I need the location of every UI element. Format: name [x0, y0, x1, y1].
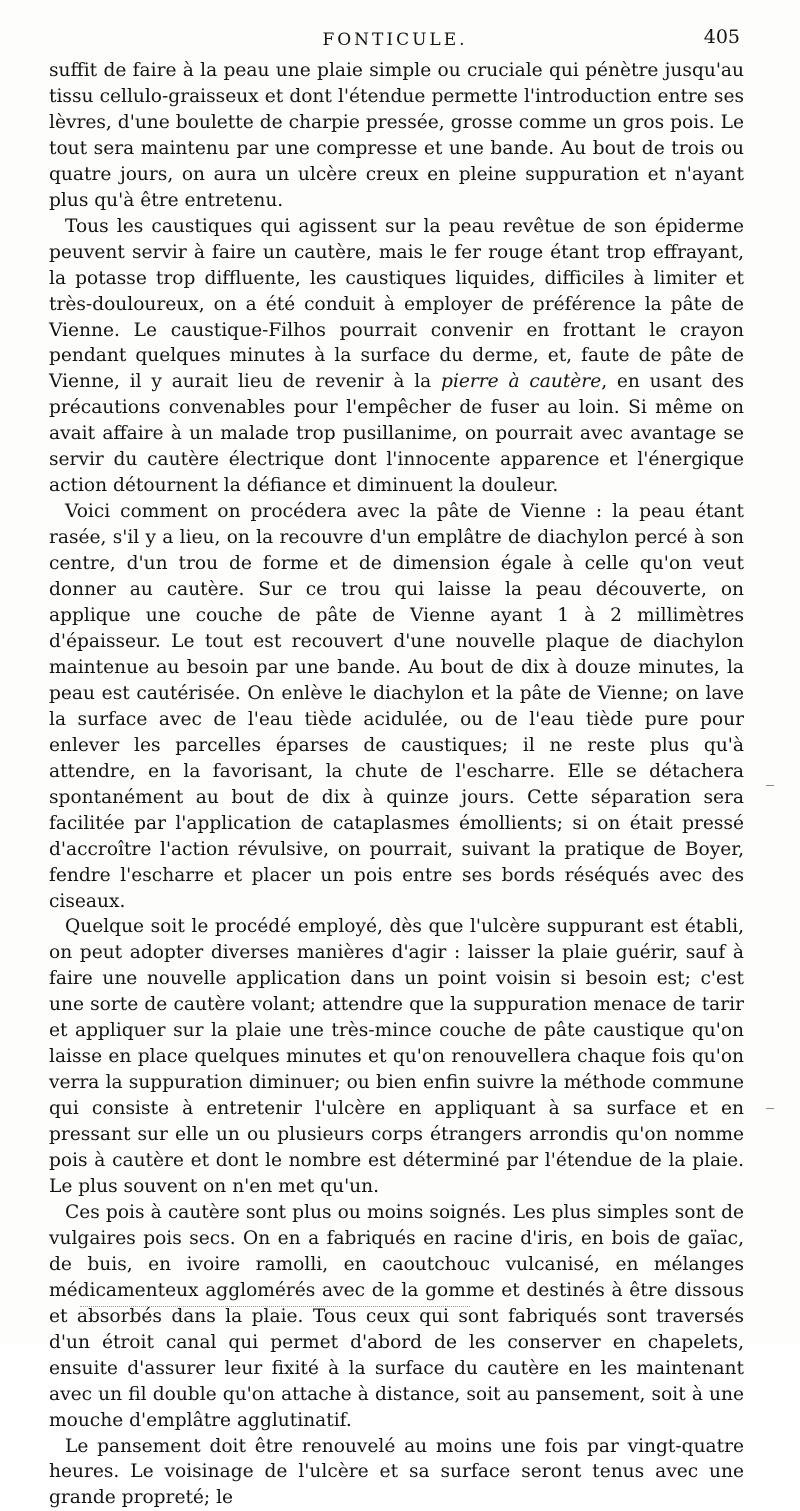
margin-mark [766, 1108, 774, 1109]
footer-rule [80, 1306, 470, 1307]
paragraph-text: Le pansement doit être renouvelé au moins une fois par vingt-quatre heures. Le voisinage de l'ulcère et sa surface seront tenus avec une grande propreté; le [49, 1435, 744, 1509]
paragraph-4 [49, 914, 744, 1199]
paragraph-text: Tous les caustiques qui agissent sur la peau revêtue de son épiderme peuvent servir à faire un cautère, mais le fer rouge étant trop effrayant, la potasse trop diffluente, les caustiques liquides, difficiles à limiter et très-douloureux, on a été conduit à employer de préférence la pâte de Vienne. Le caustique-Filhos pourrait convenir en frottant le crayon pendant quelques minutes à la surface du derme, et, faute de pâte de Vienne, il y aurait lieu de revenir à la [49, 215, 744, 393]
page-number: 405 [703, 26, 740, 48]
paragraph-2 [49, 214, 744, 499]
paragraph-6 [49, 1434, 744, 1511]
paragraph-text-continued: , en usant des précautions convenables pour l'empêcher de fuser au loin. Si même on avait affaire à un malade trop pusillanime, on pourrait avec avantage se servir du cautère électrique dont l'innocente apparence et l'énergique action détournent la défiance et diminuent la douleur. [49, 371, 744, 497]
page-body [49, 58, 744, 1511]
paragraph-5 [49, 1200, 744, 1434]
paragraph-3 [49, 499, 744, 914]
page-header [50, 26, 740, 56]
paragraph-text: suffit de faire à la peau une plaie simple ou cruciale qui pénètre jusqu'au tissu cellulo-graisseux et dont l'étendue permette l'introduction entre ses lèvres, d'une boulette de charpie pressée, grosse comme un gros pois. Le tout sera maintenu par une compresse et une bande. Au bout de trois ou quatre jours, on aura un ulcère creux en pleine suppuration et n'ayant plus qu'à être entretenu. [49, 60, 744, 211]
paragraph-text: Quelque soit le procédé employé, dès que l'ulcère suppurant est établi, on peut adopter diverses manières d'agir : laisser la plaie guérir, sauf à faire une nouvelle application dans un point voisin si besoin est; c'est une sorte de cautère volant; attendre que la suppuration menace de tarir et appliquer sur la plaie une très-mince couche de pâte caustique qu'on laisse en place quelques minutes et qu'on renouvellera chaque fois qu'on verra la suppuration diminuer; ou bien enfin suivre la méthode commune qui consiste à entretenir l'ulcère en appliquant à sa surface et en pressant sur elle un ou plusieurs corps étrangers arrondis qu'on nomme pois à cautère et dont le nombre est déterminé par l'étendue de la plaie. Le plus souvent on n'en met qu'un. [49, 916, 744, 1197]
paragraph-text: Voici comment on procédera avec la pâte de Vienne : la peau étant rasée, s'il y a lieu, on la recouvre d'un emplâtre de diachylon percé à son centre, d'un trou de forme et de dimension égale à celle qu'on veut donner au cautère. Sur ce trou qui laisse la peau découverte, on applique une couche de pâte de Vienne ayant 1 à 2 millimètres d'épaisseur. Le tout est recouvert d'une nouvelle plaque de diachylon maintenue au besoin par une bande. Au bout de dix à douze minutes, la peau est cautérisée. On enlève le diachylon et la pâte de Vienne; on lave la surface avec de l'eau tiède acidulée, ou de l'eau tiède pure pour enlever les parcelles éparses de caustiques; il ne reste plus qu'à attendre, en la favorisant, la chute de l'escharre. Elle se détachera spontanément au bout de dix à quinze jours. Cette séparation sera facilitée par l'application de cataplasmes émollients; si on était pressé d'accroître l'action révulsive, on pourrait, suivant la pratique de Boyer, fendre l'escharre et placer un pois entre ses bords réséqués avec des ciseaux. [49, 501, 744, 912]
paragraph-1 [49, 58, 744, 214]
paragraph-text: Ces pois à cautère sont plus ou moins soignés. Les plus simples sont de vulgaires pois secs. On en a fabriqués en racine d'iris, en bois de gaïac, de buis, en ivoire ramolli, en caoutchouc vulcanisé, en mélanges médicamenteux agglomérés avec de la gomme et destinés à être dissous et absorbés dans la plaie. Tous ceux qui sont fabriqués sont traversés d'un étroit canal qui permet d'abord de les conserver en chapelets, ensuite d'assurer leur fixité à la surface du cautère en les maintenant avec un fil double qu'on attache à distance, soit au pansement, soit à une mouche d'emplâtre agglutinatif. [49, 1201, 744, 1431]
margin-mark [766, 785, 774, 786]
paragraph-emphasis: pierre à cautère [441, 371, 602, 393]
running-title: FONTICULE. [322, 30, 468, 50]
